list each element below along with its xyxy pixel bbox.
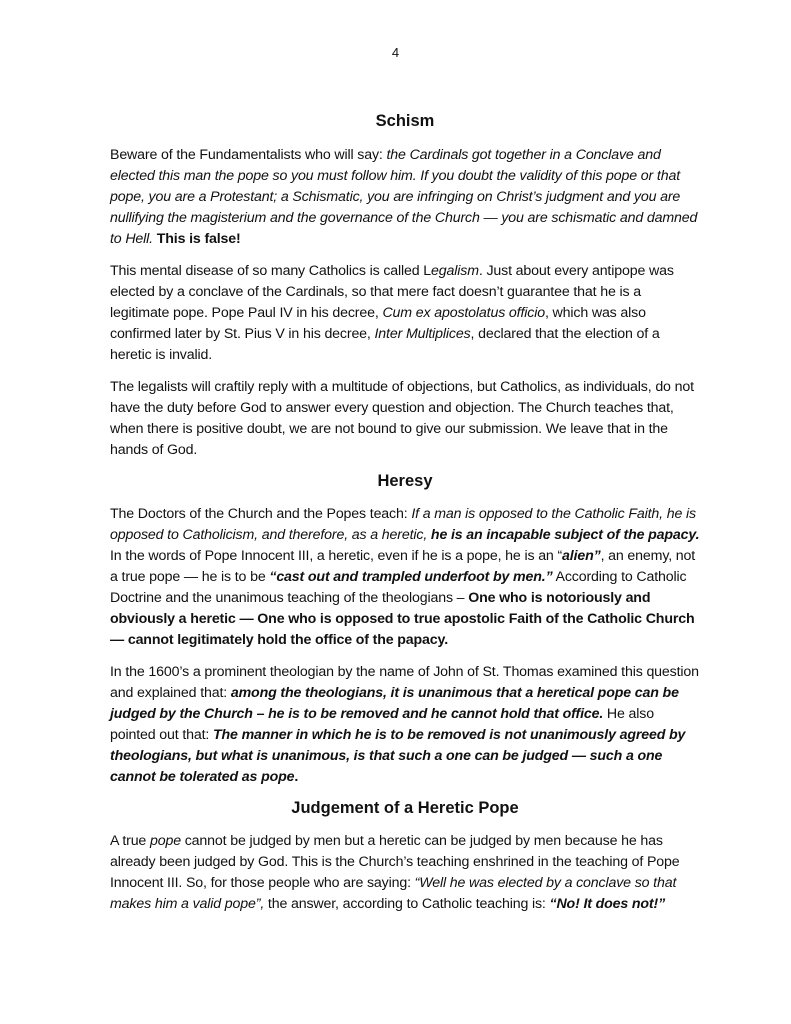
emphasized-text: Inter Multiplices xyxy=(374,326,471,342)
text-run: the answer, according to Catholic teaching is: xyxy=(264,896,550,912)
text-run: In the 1600’s a prominent theologian by the name of John of St. Thomas examined this question and explained that: xyxy=(110,664,699,701)
text-run: , declared that the election of a heretic is invalid. xyxy=(110,326,660,363)
emphasized-text: Cum ex apostolatus officio xyxy=(382,305,545,321)
text-run: The legalists will craftily reply with a multitude of objections, but Catholics, as individuals, do not have the duty before God to answer every question and objection. The Church teaches that, when there is positive doubt, we are not bound to give our submission. We leave that in the hands of God. xyxy=(110,379,694,458)
document-body xyxy=(110,110,700,915)
emphasized-text: “Well he was elected by a conclave so that makes him a valid pope”, xyxy=(110,875,677,912)
text-run: The Doctors of the Church and the Popes teach: xyxy=(110,506,412,522)
emphasized-text: If a man is opposed to the Catholic Faith, he is opposed to Catholicism, and therefore, as a heretic, xyxy=(110,506,696,543)
emphasized-text: the Cardinals got together in a Conclave and elected this man the pope so you must follow him. If you doubt the validity of this pope or that pope, you are a Protestant; a Schismatic, you are infringing on Christ’s judgment and you are nullifying the magisterium and the governance of the Church — you are schismatic and damned to Hell. xyxy=(110,147,698,247)
emphasized-text: alien” xyxy=(562,548,601,564)
text-run: In the words of Pope Innocent III, a heretic, even if he is a pope, he is an “ xyxy=(110,548,563,564)
text-run: He also pointed out that: xyxy=(110,706,654,743)
text-run: , which was also confirmed later by St. Pius V in his decree, xyxy=(110,305,646,342)
emphasized-text: among the theologians, it is unanimous that a heretical pope can be judged by the Church – he is to be removed and he cannot hold that office. xyxy=(110,685,679,722)
heading-heresy: Heresy xyxy=(377,472,433,490)
text-run: cannot be judged by men but a heretic can be judged by men because he has already been judged by God. This is the Church’s teaching enshrined in the teaching of Pope Innocent III. So, for those people who are saying: xyxy=(110,833,680,891)
paragraph xyxy=(110,831,700,915)
page-number: 4 xyxy=(391,45,400,60)
paragraph xyxy=(110,261,700,366)
emphasized-text: “cast out and trampled underfoot by men.” xyxy=(269,569,553,585)
emphasized-text: This is false! xyxy=(156,231,241,247)
emphasized-text: One who is notoriously and obviously a heretic — One who is opposed to true apostolic Faith of the Catholic Church — cannot legitimately hold the office of the papacy. xyxy=(110,590,695,648)
text-run: , an enemy, not a true pope — he is to be xyxy=(110,548,696,585)
paragraph xyxy=(110,377,700,461)
paragraph xyxy=(110,662,700,788)
emphasized-text: The manner in which he is to be removed is not unanimously agreed by theologians, but what is unanimous, is that such a one can be judged — such a one cannot be tolerated as pope xyxy=(110,727,686,785)
heading-schism: Schism xyxy=(375,112,435,130)
emphasized-text: pope xyxy=(149,833,181,849)
paragraph xyxy=(110,145,700,250)
text-run: . Just about every antipope was elected by a conclave of the Cardinals, so that mere fact doesn’t guarantee that he is a legitimate pope. Pope Paul IV in his decree, xyxy=(110,263,674,321)
text-run: According to Catholic Doctrine and the unanimous teaching of the theologians – xyxy=(110,569,687,606)
emphasized-text: . xyxy=(294,769,299,785)
emphasized-text: egalism xyxy=(431,263,479,279)
heading-judgement-of-a-heretic-pope: Judgement of a Heretic Pope xyxy=(291,799,519,817)
text-run: A true xyxy=(110,833,150,849)
text-run: Beware of the Fundamentalists who will say: xyxy=(110,147,387,163)
text-run: This mental disease of so many Catholics is called L xyxy=(110,263,432,279)
emphasized-text: he is an incapable subject of the papacy. xyxy=(430,527,700,543)
emphasized-text: “No! It does not!” xyxy=(549,896,666,912)
paragraph xyxy=(110,504,700,651)
